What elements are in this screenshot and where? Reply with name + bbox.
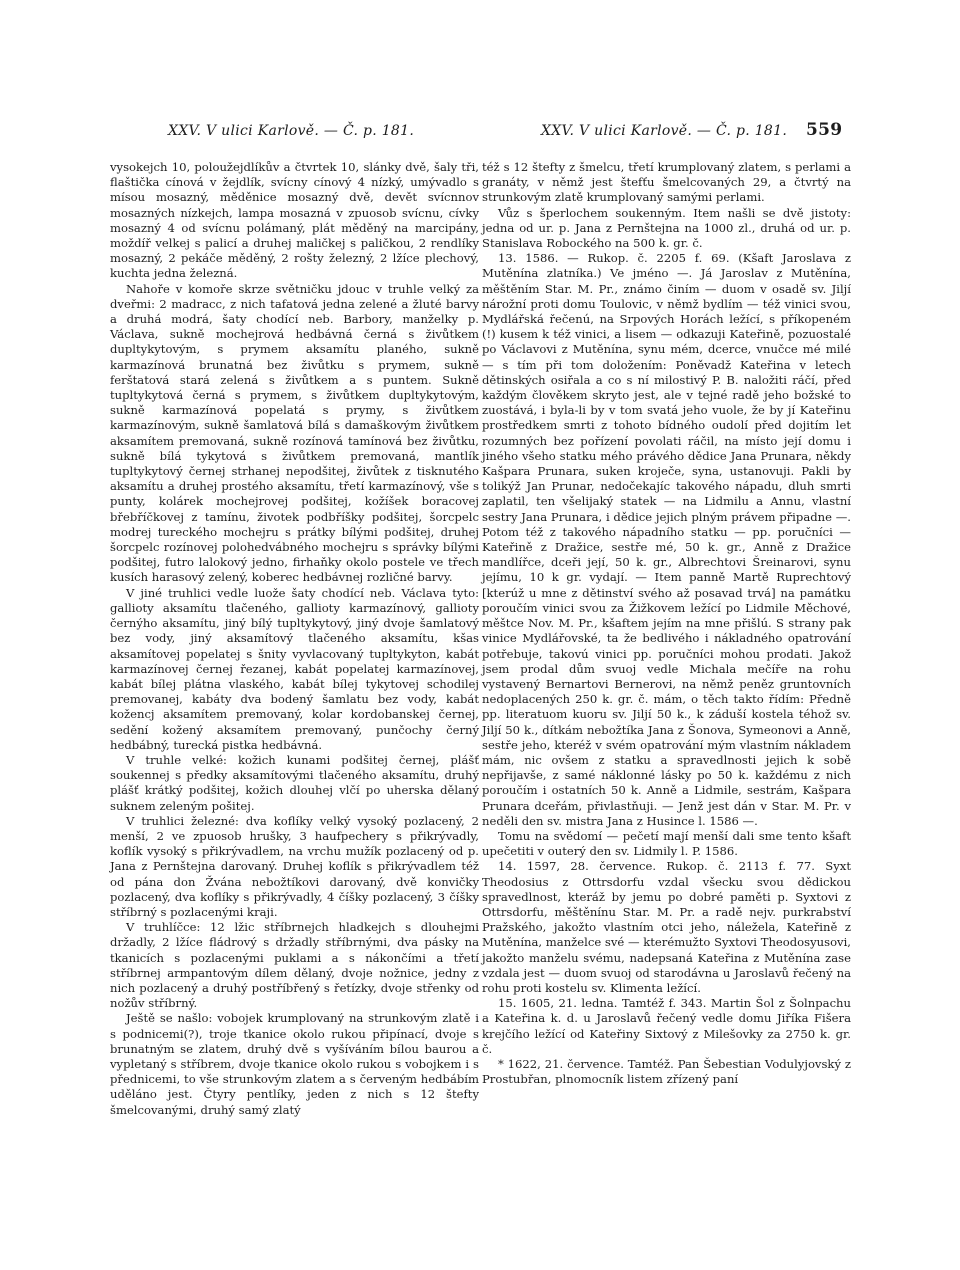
running-header-right: XXV. V ulici Karlově. — Č. p. 181. (541, 123, 788, 139)
paragraph: V truhlici železné: dva koflíky velký vysoký pozlacený, 2 menší, 2 ve zpuosob hrušky, 3 haufpechery s přikrývadly, koflík vysoký s přikrývadlem, na vrchu mužík pozlacený od p. Jana z Pernštejna darovaný. Druhej koflík s přikrývadlem též od pána don Žvána nebožtíkovi darovaný, dvě konvičky pozlacený, dva koflíky s přikrývadly, 4 číšky pozlacený, 3 číšky stříbrný s pozlacenými kraji. (110, 813, 479, 919)
paragraph: též s 12 štefty z šmelcu, třetí krumplovaný zlatem, s perlami a granáty, v němž jest štefťu šmelcovaných 29, a čtvrtý na strunkovým zlatě krumplovaný samými perlami. (482, 160, 851, 205)
paragraph: Tomu na svědomí — pečetí mají menší dali sme tento kšaft upečetiti v outerý den sv. Lidmily l. P. 1586. (482, 828, 851, 859)
page-number: 559 (806, 120, 843, 140)
paragraph: vysokejch 10, poloužejdlíkův a čtvrtek 10, slánky dvě, šaly tři, flaštička cínová v žejdlík, svícny cínový 4 nízký, umývadlo s mísou mosazný, měděnice mosazný dvě, devět svícnnov mosazných nízkejch, lampa mosazná v zpuosob svícnu, cívky mosazný 4 od svícnu polámaný, plát měděný na marcipány, moždíř velkej s palicí a druhej maličkej s paličkou, 2 rendlíky mosazný, 2 pekáče měděný, 2 rošty železný, 2 lžíce plechový, kuchta jedna železná. (110, 160, 479, 281)
entry-15: 15. 1605, 21. ledna. Tamtéž f. 343. Martin Šol z Šolnpachu a Kateřina k. d. u Jaroslavů řečený vedle domu Jiříka Fišera krejčího ležící od Kateřiny Sixtový z Milešovky za 2750 k. gr. č. (482, 996, 851, 1056)
paragraph: V truhle velké: kožich kunami podšitej černej, plášť soukennej s předky aksamítovými tlačeného aksamítu, druhý plášť krátký podšitej, kožich dlouhej vlčí po uherska dělaný suknem zeleným pošitej. (110, 752, 479, 813)
entry-1622: * 1622, 21. července. Tamtéž. Pan Šebestian Vodulyjovský z Prostubřan, plnomocník listem zřízený paní (482, 1056, 851, 1087)
right-column (482, 160, 851, 1087)
paragraph: V truhlíčce: 12 lžic stříbrnejch hladkejch s dlouhejmi držadly, 2 lžíce fládrový s držadly stříbrnými, dva pásky na tkanicích s pozlacenými puklami a s nákončími a třetí stříbrnej armpantovým dílem dělaný, dvoje nožnice, jedny z nich pozlacený a druhý postříbřený s řetízky, dvoje střenky od nožův stříbrný. (110, 920, 479, 1011)
running-header-left: XXV. V ulici Karlově. — Č. p. 181. (168, 123, 415, 139)
paragraph: Vůz s šperlochem soukenným. Item našli se dvě jistoty: jedna od ur. p. Jana z Pernštejna na 1000 zl., druhá od ur. p. Stanislava Robockého na 500 k. gr. č. (482, 205, 851, 251)
paragraph: Ještě se našlo: vobojek krumplovaný na strunkovým zlatě i s podnicemi(?), troje tkanice okolo rukou připínací, dvoje s brunatným se zlatem, druhý dvě s vyšíváním bílou baurou a vypletaný s stříbrem, dvoje tkanice okolo rukou s vobojkem i s přednicemi, to vše strunkovým zlatem a s červeným hedbábím udělánо jest. Čtyry pentlíky, jeden z nich s 12 štefty šmelcovanými, druhý samý zlatý (110, 1011, 479, 1117)
left-column (110, 160, 479, 1118)
entry-14: 14. 1597, 28. července. Rukop. č. 2113 f. 77. Syxt Theodosius z Ottrsdorfu vzdal všecku svou dědickou spravedlnost, kteráž by jemu po dobré paměti p. Syxtovi z Ottrsdorfu, měštěnínu Star. M. Pr. a radě nejv. purkrabství Pražského, jakožto vlastním otci jeho, náležela, Kateřině z Mutěnína, manželce své — kterémužto Syxtovi Theodosyusovi, jakožto manželu svému, nadepsaná Kateřina z Mutěnína zase vzdala jest — duom svuoj od starodávna u Jaroslavů řečený na rohu proti kostelu sv. Klimenta ležící. (482, 859, 851, 995)
entry-13: 13. 1586. — Rukop. č. 2205 f. 69. (Kšaft Jaroslava z Mutěnína zlatníka.) Ve jméno —. Já Jaroslav z Mutěnína, měštěním Star. M. Pr., známo činím — duom v osadě sv. Jiljí nárožní proti domu Toulovic, v němž bydlím — též vinici svou, Mydlářská řečenú, na Srpových Horách ležící, s příkopeném (!) kusem k též vinici, a lisem — odkazuji Kateřině, pozuostalé po Václavovi z Mutěnína, synu mém, dcerce, vnučce mé milé — s tím při tom doložením: Poněvadž Kateřina v letech dětinských osiřala a co s ní milostivý P. B. naložiti ráčí, před každým člověkem skryto jest, ale v tejné radě jeho božské to zuostává, i byla-li by v tom svatá jeho vuole, že by jí Kateřinu prostředkem smrti z tohoto bídného oudolí před dojitím let rozumných bez pořízení povolati ráčil, na místo její domu i jiného všeho statku mého právého dědice Jana Prunara, někdy Kašpara Prunara, suken kroječe, syna, ustanovuji. Pakli by tolikýž Jan Prunar, nedočekajíc takového nápadu, dluh smrti zaplatil, ten všelijaký statek — na Lidmilu a Annu, vlastní sestry Jana Prunara, i dědice jejich plným právem připadne —. Potom též z takového nápadního statku — pp. poručníci — Kateřině z Dražice, sestře mé, 50 k. gr., Anně z Dražice mandlířce, dceři její, 50 k. gr., Albrechtovi Šreinarovi, synu jejímu, 10 k gr. vydají. — Item panně Martě Ruprechtový [kterúž u mne z dětinství svého až posavad trvá] na památku poroučím vinici svou za Žižkovem ležící po Lidmile Měchové, měštce Nov. M. Pr., kšaftem jejím na mne přišlú. S strany pak vinice Mydlářovské, ta že bedlivého i nákladného opatrování potřebuje, takovú vinici pp. poručníci mohou prodati. Jakož jsem prodal dům svuoj vedle Michala mečíře na rohu vystavený Bernartovi Bernerovi, na němž peněz gruntovních nedoplacených 250 k. gr. č. mám, o těch takto řídím: Předně pp. literatuom kuoru sv. Jiljí 50 k., k záduší kostela téhož sv. Jiljí 50 k., dítkám nebožtíka Jana z Šonova, Symeonovi a Anně, sestře jeho, kteréž v svém opatrování mým vlastním nákladem mám, nic ovšem z statku a spravedlnosti jejich k sobě nepřijavše, z samé náklonné lásky po 50 k. každému z nich poroučím i ostatních 50 k. Anně a Lidmile, sestrám, Kašpara Prunara dceřám, přivlastňuji. — Jenž jest dán v Star. M. Pr. v neděli den sv. mistra Jana z Husince l. 1586 —. (482, 251, 851, 828)
paragraph: V jiné truhlici vedle luože šaty chodící neb. Václava tyto: gallioty aksamítu tlačeného, gallioty karmazínový, gallioty černýho aksamítu, jiný bílý tupltykytový, jiný dvoje šamlatový bez vody, jiný aksamítový tlačeného aksamítu, kšas aksamítovej popelatej s šnity vyvlacovaný tupltykyton, kabát karmazínovej černej řezanej, kabát popelatej karmazínovej, kabát bílej plátna vlaského, kabát bílej tykytovej schodilej premovanej, kabáty dva bodený šamlatu bez vody, kabát kožencj aksamítem premovaný, kolar kordobanskej černej, sedění kožený aksamítem premovaný, punčochy černý hedbábný, turecká pistka hedbávná. (110, 585, 479, 752)
paragraph: Nahoře v komoře skrze světničku jdouc v truhle velký za dveřmi: 2 madracc, z nich tafatová jedna zelené a žluté barvy a druhá modrá, šaty chodící neb. Barbory, manželky p. Václava, sukně mochejrová hedbávná černá s živůtkem dupltykytovým, s prymem aksamítu planého, sukně karmazínová brunatná bez živůtku s prymem, sukně ferštatová stará zelená s živůtkem a s puntem. Sukně tupltykytová černá s prymem, s živůtkem dupltykytovým, sukně karmazínová popelatá s prymy, s živůtkem karmazínovým, sukně šamlatová bílá s damaškovým živůtkem aksamítem premovaná, sukně rozínová tamínová bez živůtku, sukně bílá tykytová s živůtkem premovaná, mantlík tupltykytový černej strhanej nepodšitej, živůtek z tisknutého aksamítu a druhej prostého aksamítu, třetí karmazínový, vše s punty, kolárek mochejrovej podšitej, kožíšek boracovej břebříčkovej z tamínu, životek podbříšky podšitej, šorcpelc modrej tureckého mochejru s prátky bílými podšitej, druhej šorcpelc rozínovej polohedvábného mochejru s správky bílými podšitej, futro lalokový jedno, firhaňky okolo postele ve třech kusích harasový zelený, koberec hedbávnej rozličné barvy. (110, 281, 479, 585)
